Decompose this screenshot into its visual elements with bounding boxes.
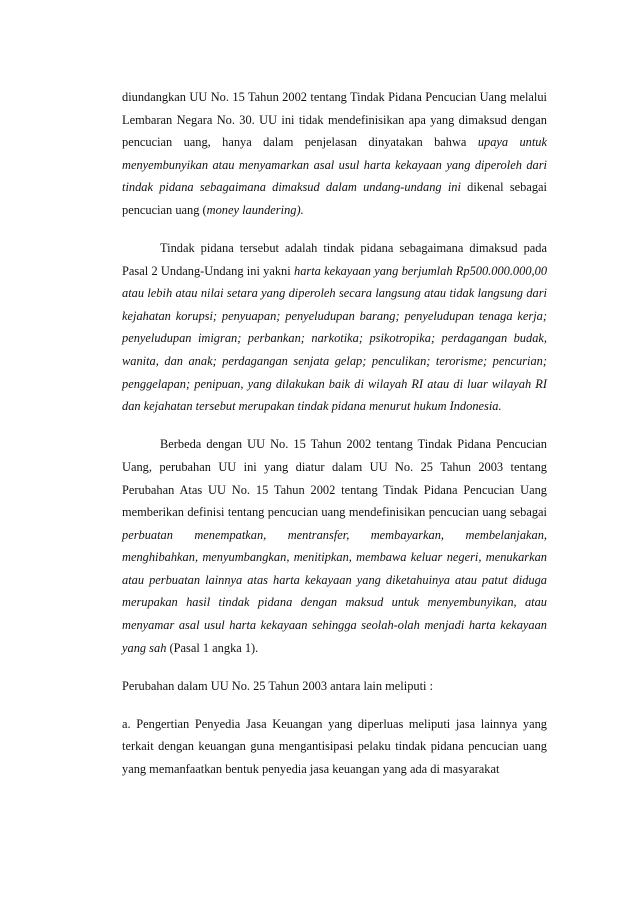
paragraph-changes-intro xyxy=(122,675,547,698)
text-segment-italic: upaya untuk menyembunyikan atau menyamarkan asal usul harta kekayaan yang diperoleh dari tindak pidana sebagaimana dimaksud dalam undang-undang ini xyxy=(122,135,547,195)
text-segment: dikenal sebagai pencucian uang ( xyxy=(122,180,547,217)
text-segment-italic: harta kekayaan yang berjumlah Rp500.000.000,00 atau lebih atau nilai setara yang diperoleh secara langsung atau tidak langsung dari kejahatan korupsi; penyuapan; penyeludupan barang; penyeludupan tenaga kerja; penyeludupan imigran; perbankan; narkotika; psikotropika; perdagangan budak, wanita, dan anak; perdagangan senjata gelap; penculikan; terorisme; pencurian; penggelapan; penipuan, yang dilakukan baik di wilayah RI atau di luar wilayah RI dan kejahatan tersebut merupakan tindak pidana menurut hukum Indonesia. xyxy=(122,263,548,414)
list-item-a xyxy=(122,713,547,781)
text-segment-italic: money laundering). xyxy=(206,202,304,217)
text-segment: Perubahan dalam UU No. 25 Tahun 2003 antara lain meliputi : xyxy=(122,678,434,693)
text-segment: diundangkan UU No. 15 Tahun 2002 tentang Tindak Pidana Pencucian Uang melalui Lembaran Negara No. 30. UU ini tidak mendefinisikan apa yang dimaksud dengan pencucian uang, hanya dalam penjelasan dinyatakan bahwa xyxy=(122,90,547,150)
paragraph-criminal-acts xyxy=(122,237,547,418)
text-segment-italic: perbuatan menempatkan, mentransfer, membayarkan, membelanjakan, menghibahkan, menyumbangkan, menitipkan, membawa keluar negeri, menukarkan atau perbuatan lainnya atas harta kekayaan yang diketahuinya atau patut diduga merupakan hasil tindak pidana dengan maksud untuk menyembunyikan, atau menyamar asal usul harta kekayaan sehingga seolah-olah menjadi harta kekayaan yang sah xyxy=(122,527,547,655)
text-segment: (Pasal 1 angka 1). xyxy=(166,640,259,655)
text-segment: Tindak pidana tersebut adalah tindak pidana sebagaimana dimaksud pada Pasal 2 Undang-Undang ini yakni xyxy=(122,241,547,278)
text-segment: a. Pengertian Penyedia Jasa Keuangan yang diperluas meliputi jasa lainnya yang terkait dengan keuangan guna mengantisipasi pelaku tindak pidana pencucian uang yang memanfaatkan bentuk penyedia jasa keuangan yang ada di masyarakat xyxy=(122,716,547,777)
paragraph-amendment-definition xyxy=(122,433,547,659)
paragraph-definition-note xyxy=(122,86,547,222)
body-text xyxy=(122,86,547,781)
text-segment: Berbeda dengan UU No. 15 Tahun 2002 tentang Tindak Pidana Pencucian Uang, perubahan UU ini yang diatur dalam UU No. 25 Tahun 2003 tentang Perubahan Atas UU No. 15 Tahun 2002 tentang Tindak Pidana Pencucian Uang memberikan definisi tentang pencucian uang mendefinisikan pencucian uang sebagai xyxy=(122,437,547,520)
